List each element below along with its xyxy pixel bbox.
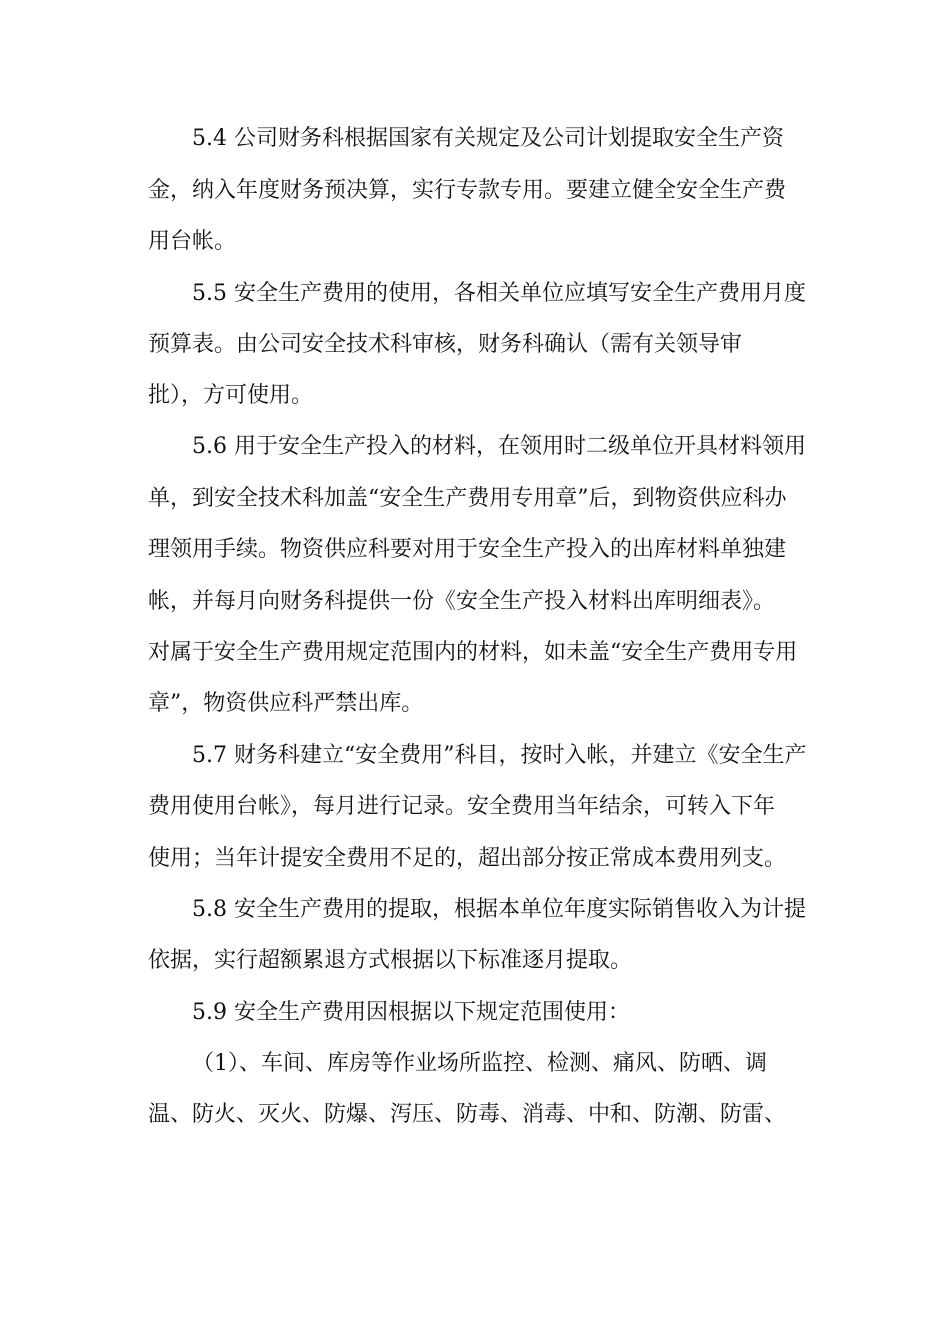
paragraph-5-5-line-2: 预算表。由公司安全技术科审核，财务科确认（需有关领导审 xyxy=(148,332,743,357)
paragraph-5-7-line-1: 5.7 财务科建立“安全费用”科目，按时入帐，并建立《安全生产 xyxy=(192,743,807,768)
paragraph-5-4-line-2: 金，纳入年度财务预决算，实行专款专用。要建立健全安全生产费 xyxy=(148,178,787,203)
paragraph-5-6-line-2: 单，到安全技术科加盖“安全生产费用专用章”后，到物资供应科办 xyxy=(148,486,787,511)
paragraph-5-7-line-2: 费用使用台帐》，每月进行记录。安全费用当年结余，可转入下年 xyxy=(148,794,776,819)
paragraph-5-5-line-3: 批），方可使用。 xyxy=(148,383,314,408)
list-item-1-line-2: 温、防火、灭火、防爆、泻压、防毒、消毒、中和、防潮、防雷、 xyxy=(148,1102,787,1127)
paragraph-5-6-line-5: 对属于安全生产费用规定范围内的材料，如未盖“安全生产费用专用 xyxy=(148,640,798,665)
paragraph-5-5-line-1: 5.5 安全生产费用的使用，各相关单位应填写安全生产费用月度 xyxy=(192,281,806,306)
paragraph-5-8-line-2: 依据，实行超额累退方式根据以下标准逐月提取。 xyxy=(148,948,633,973)
paragraph-5-7-line-3: 使用；当年计提安全费用不足的，超出部分按正常成本费用列支。 xyxy=(148,846,787,871)
paragraph-5-9-line-1: 5.9 安全生产费用因根据以下规定范围使用： xyxy=(192,1000,630,1025)
paragraph-5-4-line-1: 5.4 公司财务科根据国家有关规定及公司计划提取安全生产资 xyxy=(192,126,784,151)
paragraph-5-6-line-6: 章”，物资供应科严禁出库。 xyxy=(148,691,424,716)
paragraph-5-4-line-3: 用台帐。 xyxy=(148,229,237,254)
paragraph-5-8-line-1: 5.8 安全生产费用的提取，根据本单位年度实际销售收入为计提 xyxy=(192,897,806,922)
list-item-1-line-1: （1）、车间、库房等作业场所监控、检测、痛风、防晒、调 xyxy=(192,1051,767,1076)
paragraph-5-6-line-3: 理领用手续。物资供应科要对用于安全生产投入的出库材料单独建 xyxy=(148,537,787,562)
paragraph-5-6-line-1: 5.6 用于安全生产投入的材料，在领用时二级单位开具材料领用 xyxy=(192,434,806,459)
paragraph-5-6-line-4: 帐，并每月向财务科提供一份《安全生产投入材料出库明细表》。 xyxy=(148,589,776,614)
